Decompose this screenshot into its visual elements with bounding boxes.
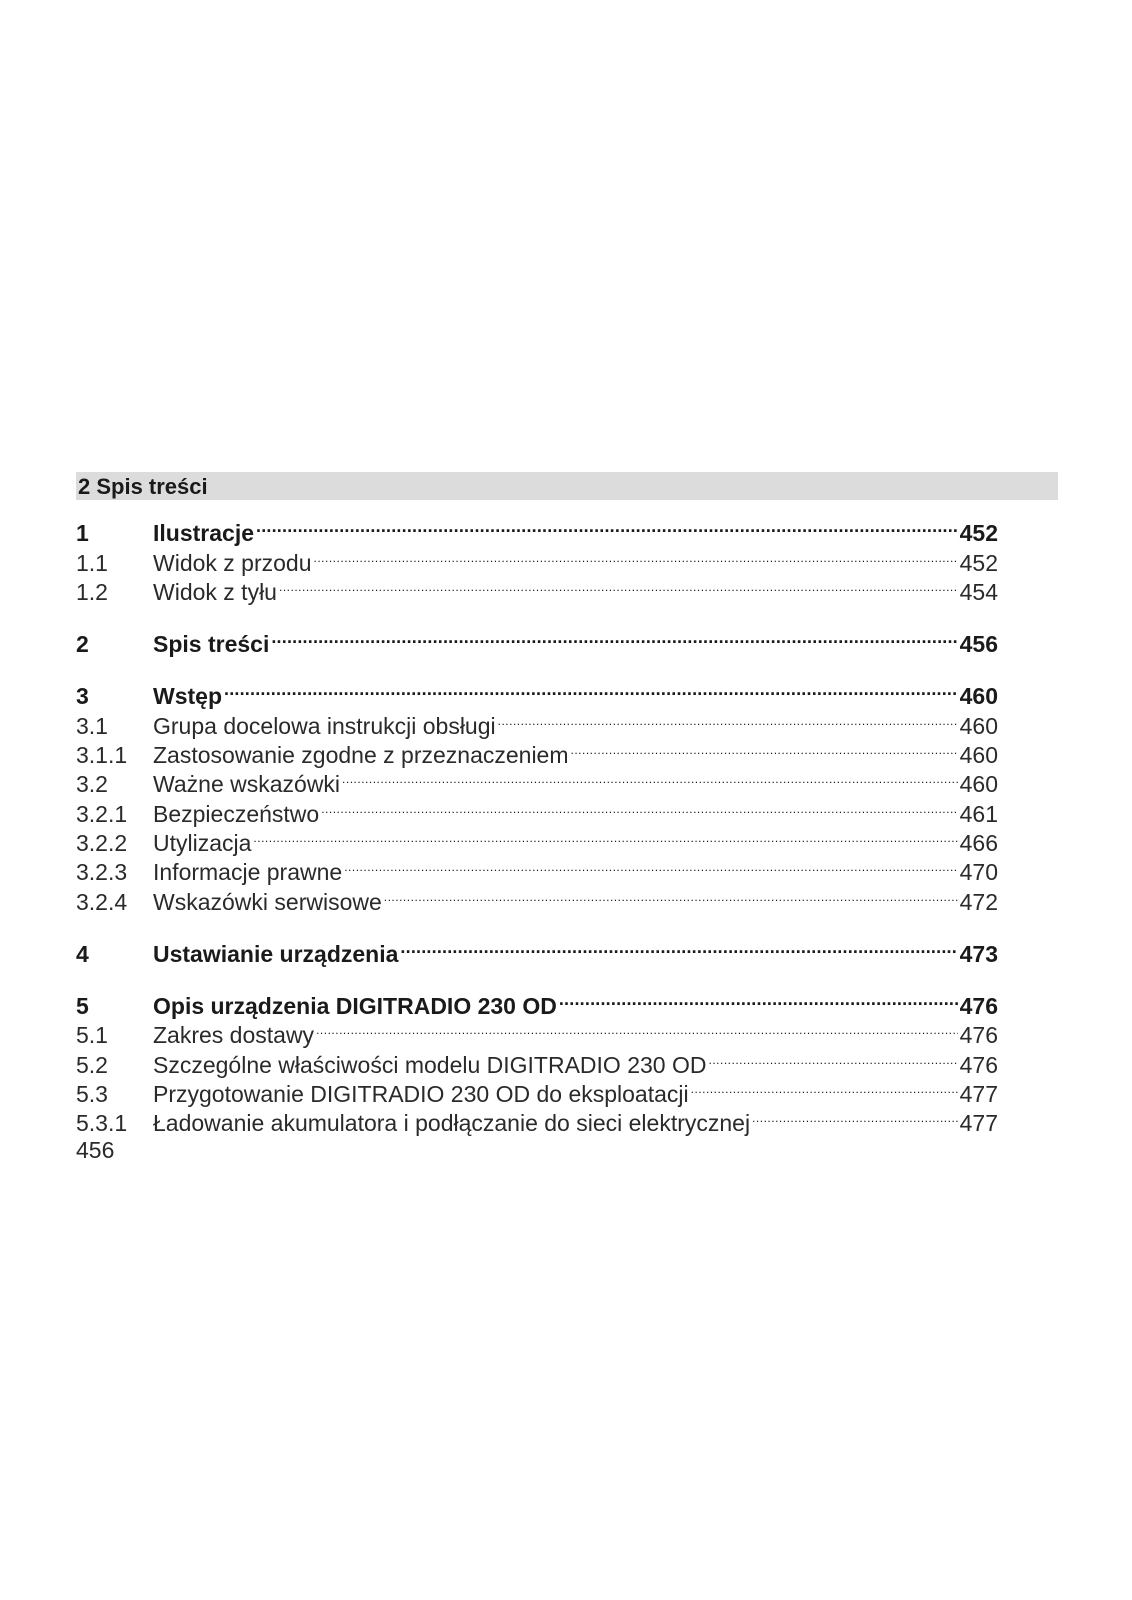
toc-page: 460: [959, 742, 998, 769]
toc-title: Wstęp: [153, 683, 222, 710]
toc-number: 3.1.1: [76, 742, 128, 769]
toc-page: 456: [959, 631, 998, 658]
toc-number: 3.2: [76, 771, 108, 798]
toc-page: 461: [959, 800, 998, 827]
toc-page: 476: [959, 1022, 998, 1049]
toc-page: 466: [959, 829, 998, 856]
toc-leader: [321, 792, 957, 821]
toc-title: Utylizacja: [153, 829, 252, 856]
toc-row[interactable]: [76, 623, 998, 658]
toc-leader: [752, 1102, 958, 1131]
toc-title: Szczególne właściwości modelu DIGITRADIO 230 OD: [153, 1051, 707, 1078]
toc-row[interactable]: [76, 985, 998, 1020]
toc-title: Ustawianie urządzenia: [153, 940, 399, 967]
toc-number: 2: [76, 631, 89, 658]
toc-leader: [344, 851, 957, 880]
toc-leader: [256, 512, 958, 541]
toc-row[interactable]: [76, 512, 998, 547]
toc-number: 3.2.4: [76, 888, 128, 915]
toc-page: 470: [959, 859, 998, 886]
toc-number: 5: [76, 993, 89, 1020]
toc-leader: [316, 1014, 958, 1043]
toc-number: 5.3: [76, 1081, 108, 1108]
toc-title: Spis treści: [153, 631, 270, 658]
toc-page: 473: [959, 940, 998, 967]
toc-number: 3: [76, 683, 89, 710]
toc-leader: [314, 541, 958, 570]
toc-row[interactable]: [76, 933, 998, 967]
toc-number: 1.1: [76, 549, 108, 576]
toc-page: 454: [959, 578, 998, 605]
toc-leader: [498, 704, 958, 733]
toc-page: 477: [959, 1081, 998, 1108]
table-of-contents: [76, 512, 998, 1137]
toc-title: Wskazówki serwisowe: [153, 888, 382, 915]
toc-page: 477: [959, 1110, 998, 1137]
toc-page: 452: [959, 549, 998, 576]
toc-title: Ilustracje: [153, 520, 254, 547]
toc-number: 3.2.3: [76, 859, 128, 886]
toc-page: 460: [959, 683, 998, 710]
toc-page: 452: [959, 520, 998, 547]
toc-number: 4: [76, 940, 89, 967]
toc-title: Informacje prawne: [153, 859, 343, 886]
toc-leader: [384, 880, 958, 909]
toc-number: 5.2: [76, 1051, 108, 1078]
toc-leader: [279, 571, 958, 600]
toc-row[interactable]: [76, 675, 998, 710]
toc-title: Ładowanie akumulatora i podłączanie do sieci elektrycznej: [153, 1110, 751, 1137]
toc-page: 460: [959, 771, 998, 798]
toc-title: Widok z przodu: [153, 549, 312, 576]
toc-leader: [691, 1073, 958, 1102]
toc-leader: [271, 623, 957, 652]
toc-number: 3.1: [76, 712, 108, 739]
toc-title: Zakres dostawy: [153, 1022, 315, 1049]
toc-title: Przygotowanie DIGITRADIO 230 OD do eksploatacji: [153, 1081, 689, 1108]
toc-page: 472: [959, 888, 998, 915]
toc-title: Widok z tyłu: [153, 578, 277, 605]
toc-number: 1: [76, 520, 89, 547]
toc-number: 3.2.2: [76, 829, 128, 856]
toc-leader: [400, 933, 957, 962]
toc-leader: [708, 1043, 957, 1072]
toc-leader: [253, 822, 957, 851]
toc-page: 460: [959, 712, 998, 739]
toc-title: Opis urządzenia DIGITRADIO 230 OD: [153, 993, 557, 1020]
toc-title: Bezpieczeństwo: [153, 800, 320, 827]
toc-title: Zastosowanie zgodne z przeznaczeniem: [153, 742, 569, 769]
toc-page: 476: [959, 1051, 998, 1078]
toc-page: 476: [959, 993, 998, 1020]
toc-leader: [342, 763, 958, 792]
toc-number: 3.2.1: [76, 800, 128, 827]
toc-leader: [571, 734, 958, 763]
toc-title: Ważne wskazówki: [153, 771, 341, 798]
toc-number: 5.3.1: [76, 1110, 128, 1137]
toc-leader: [224, 675, 958, 704]
toc-leader: [559, 985, 958, 1014]
toc-number: 5.1: [76, 1022, 108, 1049]
toc-number: 1.2: [76, 578, 108, 605]
section-header: 2 Spis treści: [76, 472, 1058, 500]
page-number: 456: [76, 1137, 115, 1163]
toc-title: Grupa docelowa instrukcji obsługi: [153, 712, 496, 739]
